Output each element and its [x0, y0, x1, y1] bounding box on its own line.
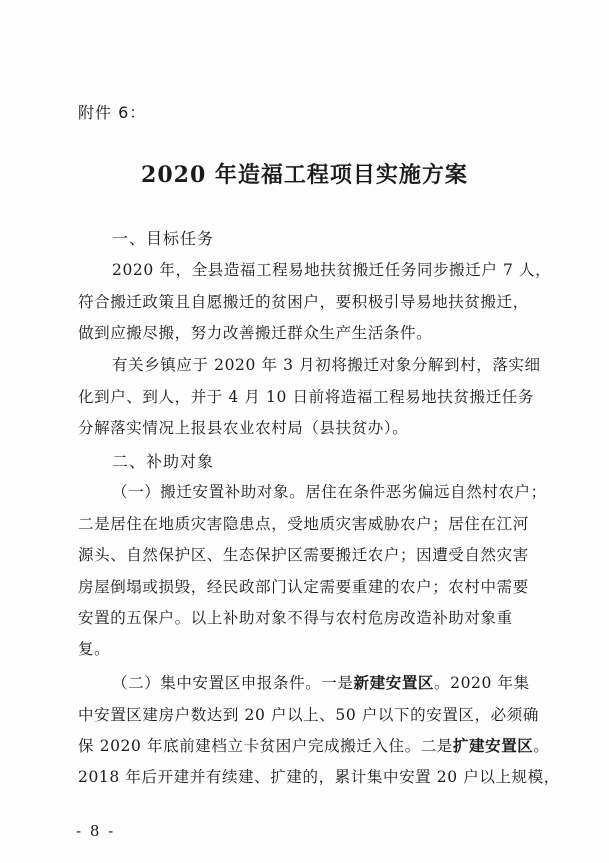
- paragraph-line: 安置的五保户。以上补助对象不得与农村危房改造补助对象重: [78, 609, 513, 627]
- page-number: - 8 -: [76, 822, 116, 840]
- paragraph-line: [112, 671, 530, 693]
- paragraph-line: 二是居住在地质灾害隐患点，受地质灾害威胁农户；居住在江河: [78, 515, 529, 533]
- text-run: （二）集中安置区申报条件。一是: [112, 674, 354, 692]
- paragraph-line: 做到应搬尽搬，努力改善搬迁群众生产生活条件。: [78, 324, 433, 342]
- paragraph-line: 2020 年，全县造福工程易地扶贫搬迁任务同步搬迁户 7 人，: [112, 261, 552, 279]
- document-title: 2020 年造福工程项目实施方案: [141, 162, 468, 188]
- paragraph-line: 源头、自然保护区、生态保护区需要搬迁农户；因遭受自然灾害: [78, 546, 529, 564]
- bold-term-new-site: 新建安置区: [353, 673, 435, 692]
- paragraph-line: [78, 734, 550, 756]
- paragraph-line: 房屋倒塌或损毁，经民政部门认定需要重建的农户；农村中需要: [78, 578, 529, 596]
- paragraph-line: 化到户、到人，并于 4 月 10 日前将造福工程易地扶贫搬迁任务: [78, 388, 534, 406]
- section-heading-goals: 一、目标任务: [112, 229, 215, 248]
- paragraph-line: 有关乡镇应于 2020 年 3 月初将搬迁对象分解到村，落实细: [112, 356, 541, 374]
- attachment-label: 附件 6：: [78, 103, 147, 122]
- text-run: 。: [533, 737, 550, 755]
- text-run: 。2020 年集: [434, 674, 530, 692]
- section-heading-subsidy: 二、补助对象: [112, 452, 215, 471]
- paragraph-line: （一）搬迁安置补助对象。居住在条件恶劣偏远自然村农户；: [112, 483, 547, 501]
- bold-term-expanded-site: 扩建安置区: [452, 736, 534, 755]
- paragraph-line: 复。: [78, 640, 111, 658]
- paragraph-line: 中安置区建房户数达到 20 户以上、50 户以下的安置区，必须确: [78, 706, 539, 724]
- paragraph-line: 分解落实情况上报县农业农村局（县扶贫办）。: [78, 419, 409, 437]
- paragraph-line: 2018 年后开建并有续建、扩建的，累计集中安置 20 户以上规模，: [78, 768, 560, 786]
- text-run: 保 2020 年底前建档立卡贫困户完成搬迁入住。二是: [78, 737, 453, 755]
- paragraph-line: 符合搬迁政策且自愿搬迁的贫困户，要积极引导易地扶贫搬迁，: [78, 293, 529, 311]
